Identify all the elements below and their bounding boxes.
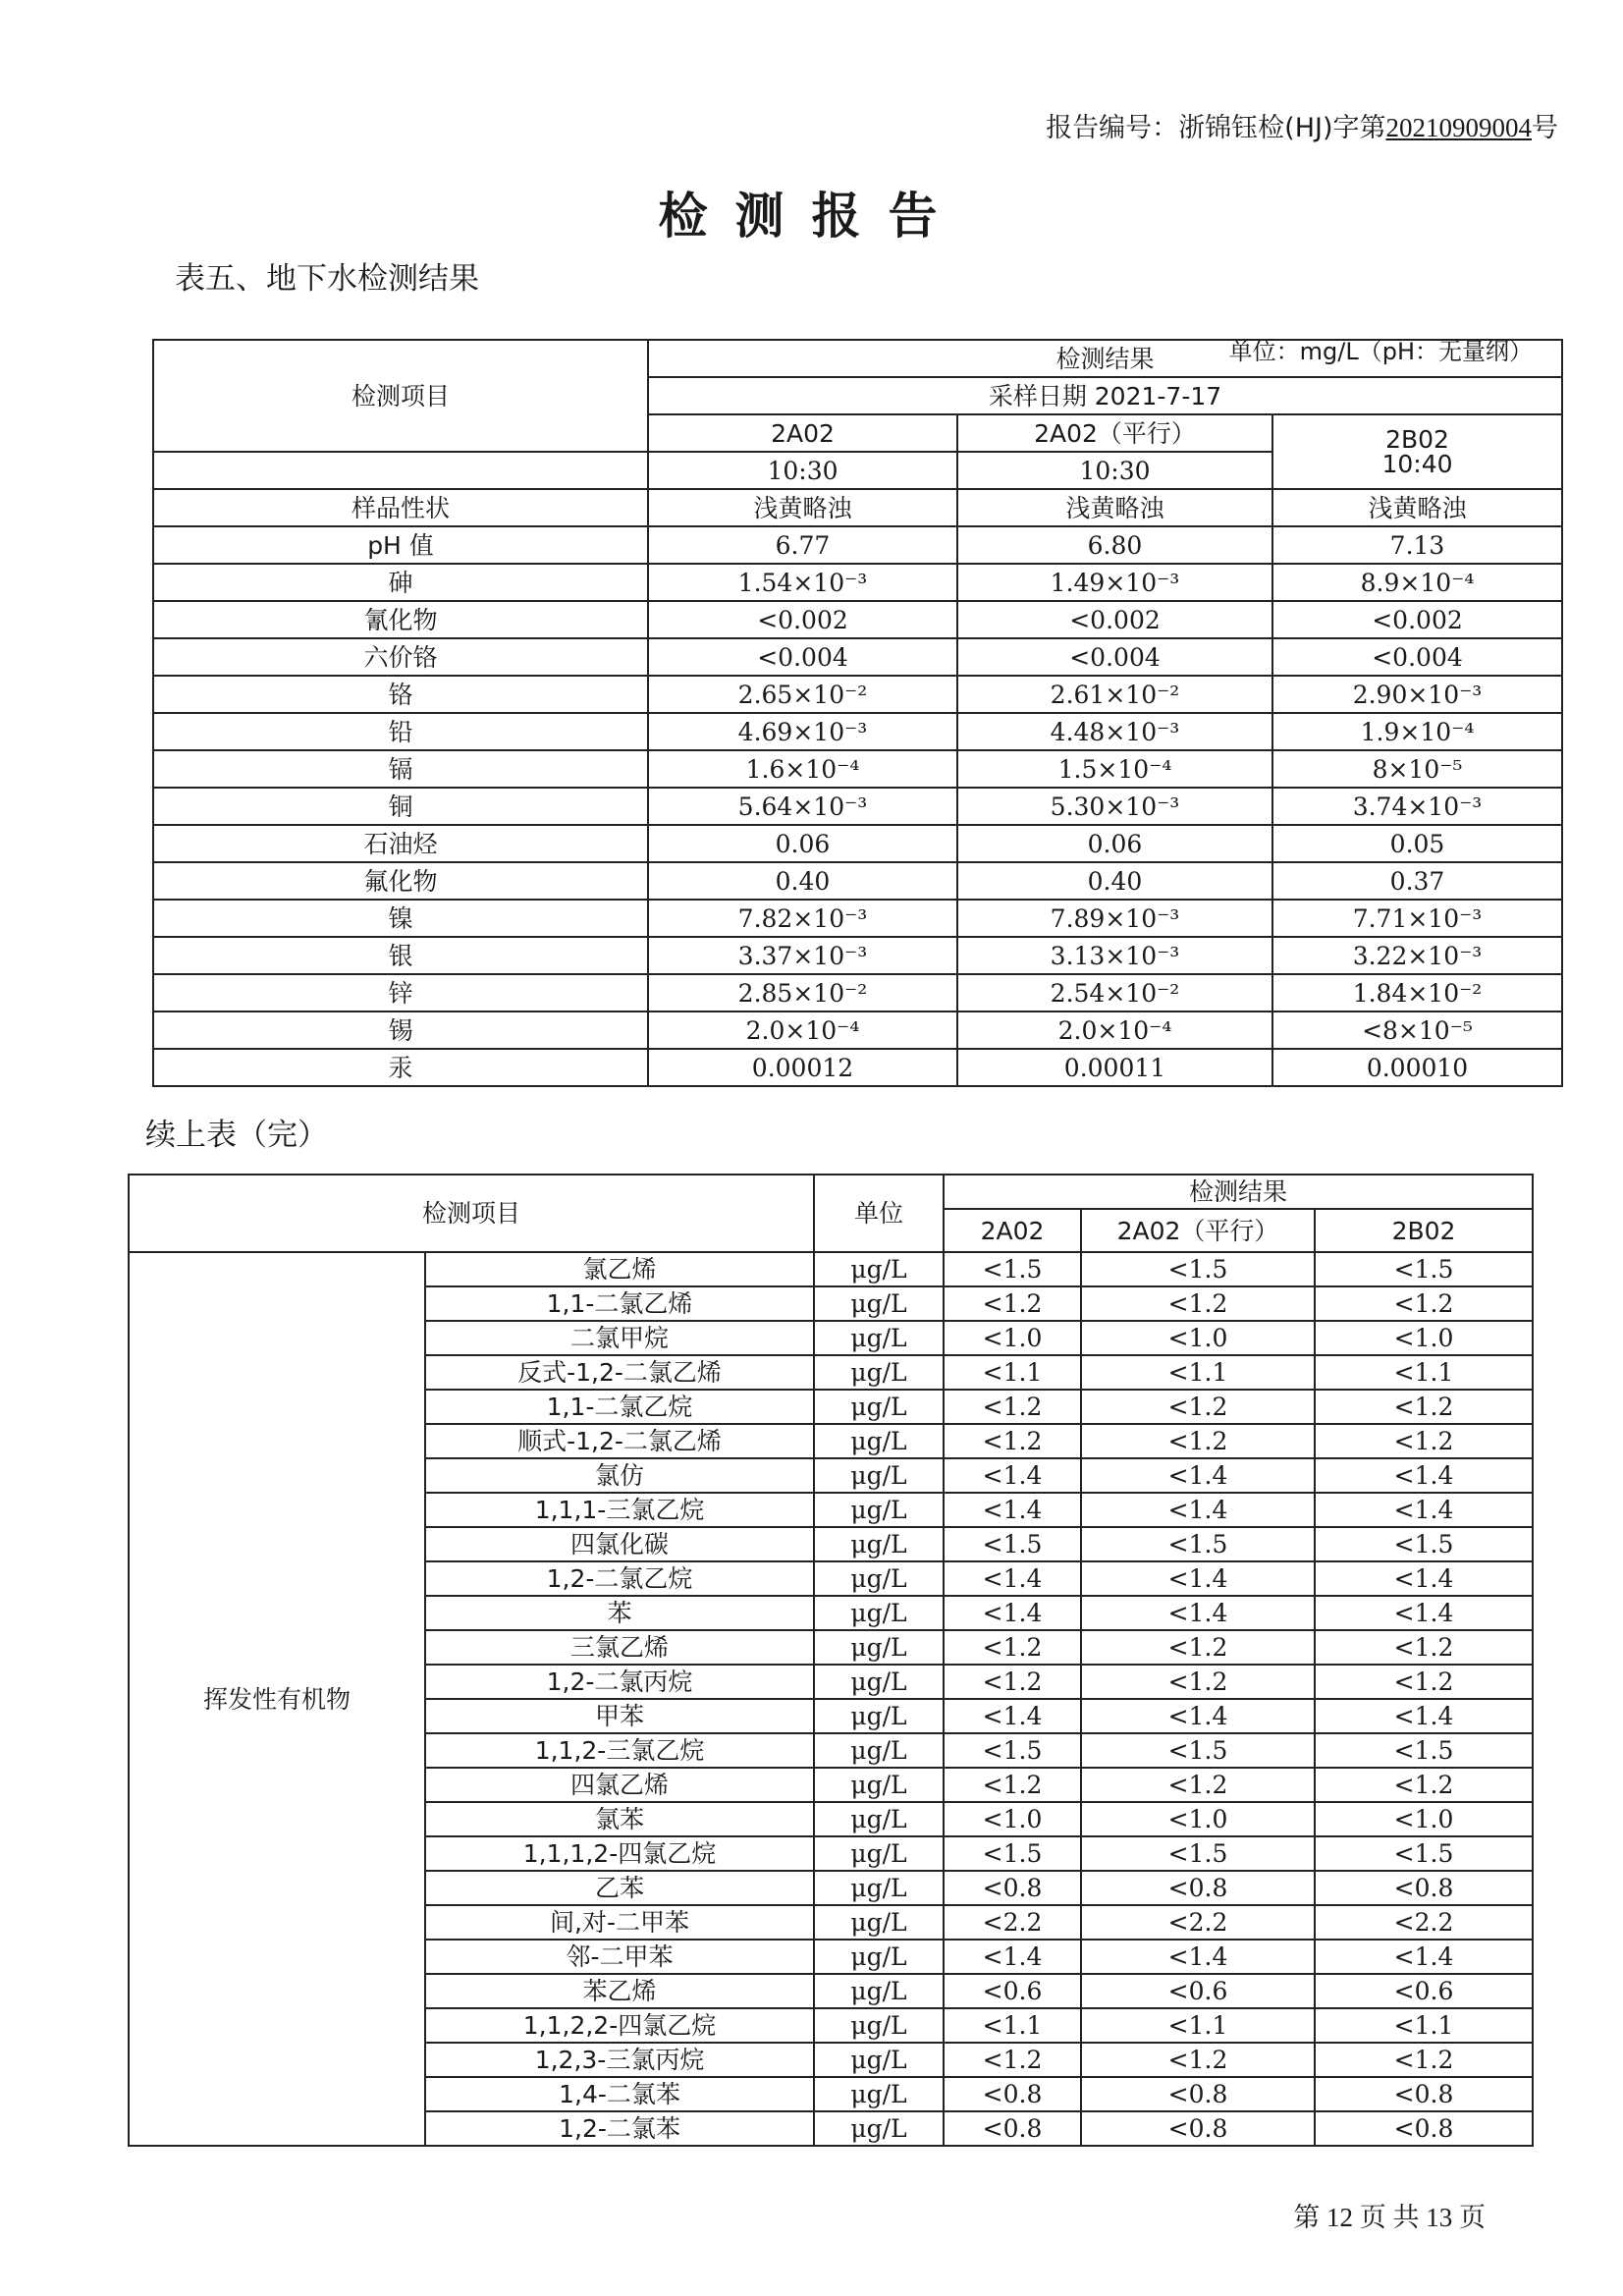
- voc-results-table: [128, 1174, 1534, 2147]
- result-cell: <1.4: [944, 1458, 1081, 1493]
- result-cell: <0.8: [1081, 2077, 1315, 2111]
- result-cell: <1.2: [1081, 1665, 1315, 1699]
- row-item: 氯仿: [425, 1458, 814, 1493]
- result-cell: <1.4: [1315, 1493, 1533, 1527]
- result-cell: <1.2: [944, 1768, 1081, 1802]
- result-cell: 0.40: [648, 862, 957, 900]
- result-cell: <0.004: [1272, 638, 1562, 676]
- unit-cell: μg/L: [814, 1940, 944, 1974]
- result-cell: 8.9×10⁻⁴: [1272, 564, 1562, 601]
- result-cell: 浅黄略浊: [957, 489, 1272, 526]
- row-item: 铜: [153, 788, 648, 825]
- result-cell: <1.0: [1081, 1321, 1315, 1355]
- result-cell: <1.5: [1315, 1733, 1533, 1768]
- result-cell: <1.1: [1081, 2008, 1315, 2043]
- result-cell: <1.2: [1315, 1768, 1533, 1802]
- result-cell: <1.2: [1315, 1390, 1533, 1424]
- row-item: 邻-二甲苯: [425, 1940, 814, 1974]
- report-number: [1046, 106, 1558, 144]
- report-number-label: 报告编号：浙锦钰检(HJ)字第: [1046, 113, 1386, 143]
- unit-cell: μg/L: [814, 1974, 944, 2008]
- row-item: 乙苯: [425, 1871, 814, 1905]
- table-row: [153, 638, 1562, 676]
- row-item: 1,1-二氯乙烷: [425, 1390, 814, 1424]
- result-cell: <1.0: [944, 1802, 1081, 1836]
- row-item: 氰化物: [153, 601, 648, 638]
- result-cell: 6.77: [648, 526, 957, 564]
- table-row: [153, 974, 1562, 1011]
- sample-time: 10:30: [957, 452, 1272, 489]
- result-cell: <1.1: [1315, 1355, 1533, 1390]
- row-item: 锡: [153, 1011, 648, 1049]
- result-cell: <2.2: [1315, 1905, 1533, 1940]
- row-item: 顺式-1,2-二氯乙烯: [425, 1424, 814, 1458]
- col-header-unit: 单位: [814, 1175, 944, 1252]
- unit-cell: μg/L: [814, 2008, 944, 2043]
- result-cell: 3.74×10⁻³: [1272, 788, 1562, 825]
- unit-cell: μg/L: [814, 1458, 944, 1493]
- table-row: [153, 750, 1562, 788]
- col-header-result: 检测结果: [648, 340, 1562, 377]
- result-cell: 3.37×10⁻³: [648, 937, 957, 974]
- result-cell: <1.2: [944, 1665, 1081, 1699]
- sample-id: 2A02: [944, 1209, 1081, 1252]
- result-cell: <0.8: [944, 2111, 1081, 2146]
- row-item: 1,4-二氯苯: [425, 2077, 814, 2111]
- unit-cell: μg/L: [814, 1802, 944, 1836]
- unit-cell: μg/L: [814, 1561, 944, 1596]
- result-cell: <1.2: [944, 1424, 1081, 1458]
- unit-cell: μg/L: [814, 1493, 944, 1527]
- result-cell: 5.30×10⁻³: [957, 788, 1272, 825]
- result-cell: <1.5: [944, 1527, 1081, 1561]
- result-cell: 7.82×10⁻³: [648, 900, 957, 937]
- result-cell: 1.84×10⁻²: [1272, 974, 1562, 1011]
- result-cell: 0.00011: [957, 1049, 1272, 1086]
- result-cell: <1.0: [1081, 1802, 1315, 1836]
- result-cell: <1.4: [1081, 1493, 1315, 1527]
- result-cell: 1.9×10⁻⁴: [1272, 713, 1562, 750]
- result-cell: <1.2: [1081, 1630, 1315, 1665]
- row-item: 1,1,1-三氯乙烷: [425, 1493, 814, 1527]
- row-item: 锌: [153, 974, 648, 1011]
- row-item: 1,2-二氯乙烷: [425, 1561, 814, 1596]
- sample-id: 2B02: [1315, 1209, 1533, 1252]
- row-item: 氟化物: [153, 862, 648, 900]
- result-cell: <1.0: [944, 1321, 1081, 1355]
- result-cell: <1.5: [1081, 1733, 1315, 1768]
- result-cell: <0.8: [1081, 2111, 1315, 2146]
- result-cell: <1.5: [944, 1836, 1081, 1871]
- unit-cell: μg/L: [814, 1355, 944, 1390]
- table-row: [153, 526, 1562, 564]
- result-cell: 0.00012: [648, 1049, 957, 1086]
- result-cell: 3.13×10⁻³: [957, 937, 1272, 974]
- result-cell: <1.2: [1081, 1768, 1315, 1802]
- result-cell: 浅黄略浊: [648, 489, 957, 526]
- unit-cell: μg/L: [814, 1630, 944, 1665]
- result-cell: <0.6: [1315, 1974, 1533, 2008]
- result-cell: 0.37: [1272, 862, 1562, 900]
- sample-time: 10:30: [648, 452, 957, 489]
- result-cell: <1.5: [1081, 1252, 1315, 1286]
- row-item: 六价铬: [153, 638, 648, 676]
- row-item: 氯苯: [425, 1802, 814, 1836]
- row-item: 1,1,2-三氯乙烷: [425, 1733, 814, 1768]
- result-cell: <1.2: [1315, 1286, 1533, 1321]
- group-label: 挥发性有机物: [129, 1252, 425, 2146]
- table-row: [153, 788, 1562, 825]
- result-cell: <1.1: [1081, 1355, 1315, 1390]
- col-header-result: 检测结果: [944, 1175, 1533, 1209]
- page-title: 检测报告: [658, 188, 965, 245]
- result-cell: <1.5: [1315, 1527, 1533, 1561]
- result-cell: 8×10⁻⁵: [1272, 750, 1562, 788]
- result-cell: 0.05: [1272, 825, 1562, 862]
- row-item: 镍: [153, 900, 648, 937]
- row-item: 样品性状: [153, 489, 648, 526]
- row-item: 1,1,2,2-四氯乙烷: [425, 2008, 814, 2043]
- result-cell: <1.1: [944, 1355, 1081, 1390]
- table-row: [153, 1049, 1562, 1086]
- table5b-heading: 续上表（完）: [145, 1118, 328, 1153]
- unit-note: 单位：mg/L（pH：无量纲）: [1228, 338, 1533, 365]
- result-cell: <1.4: [1081, 1596, 1315, 1630]
- result-cell: 2.0×10⁻⁴: [957, 1011, 1272, 1049]
- result-cell: 7.89×10⁻³: [957, 900, 1272, 937]
- result-cell: <1.2: [1315, 1424, 1533, 1458]
- result-cell: <1.4: [944, 1699, 1081, 1733]
- result-cell: <1.2: [944, 1286, 1081, 1321]
- result-cell: <1.4: [1081, 1699, 1315, 1733]
- unit-cell: μg/L: [814, 1321, 944, 1355]
- result-cell: <1.4: [1315, 1699, 1533, 1733]
- col-header-item: 检测项目: [129, 1175, 814, 1252]
- sample-id: 2A02: [648, 414, 957, 452]
- table-row: [153, 1011, 1562, 1049]
- unit-cell: μg/L: [814, 1699, 944, 1733]
- result-cell: <1.1: [944, 2008, 1081, 2043]
- unit-cell: μg/L: [814, 1768, 944, 1802]
- row-item: 反式-1,2-二氯乙烯: [425, 1355, 814, 1390]
- report-number-value: 20210909004: [1385, 113, 1532, 142]
- table-row: [153, 601, 1562, 638]
- row-item: 铬: [153, 676, 648, 713]
- sample-time: 10:40: [1381, 450, 1453, 478]
- result-cell: 0.40: [957, 862, 1272, 900]
- result-cell: <1.2: [944, 1390, 1081, 1424]
- row-item: pH 值: [153, 526, 648, 564]
- row-item: 苯乙烯: [425, 1974, 814, 2008]
- result-cell: 0.00010: [1272, 1049, 1562, 1086]
- result-cell: <0.002: [648, 601, 957, 638]
- unit-cell: μg/L: [814, 1905, 944, 1940]
- result-cell: <1.5: [1081, 1527, 1315, 1561]
- result-cell: 3.22×10⁻³: [1272, 937, 1562, 974]
- row-item: 三氯乙烯: [425, 1630, 814, 1665]
- result-cell: <2.2: [1081, 1905, 1315, 1940]
- result-cell: <2.2: [944, 1905, 1081, 1940]
- result-cell: <0.004: [957, 638, 1272, 676]
- result-cell: <1.5: [1315, 1836, 1533, 1871]
- sample-id: 2A02（平行）: [1081, 1209, 1315, 1252]
- row-item: 氯乙烯: [425, 1252, 814, 1286]
- unit-cell: μg/L: [814, 1390, 944, 1424]
- table-row: [153, 937, 1562, 974]
- result-cell: 7.71×10⁻³: [1272, 900, 1562, 937]
- result-cell: <0.8: [1315, 2077, 1533, 2111]
- result-cell: 浅黄略浊: [1272, 489, 1562, 526]
- result-cell: <1.4: [1081, 1940, 1315, 1974]
- result-cell: <0.8: [944, 1871, 1081, 1905]
- result-cell: 1.54×10⁻³: [648, 564, 957, 601]
- sample-date: 采样日期 2021-7-17: [648, 377, 1562, 414]
- row-item: 1,2,3-三氯丙烷: [425, 2043, 814, 2077]
- row-item: 银: [153, 937, 648, 974]
- result-cell: <1.4: [1315, 1458, 1533, 1493]
- result-cell: <1.4: [944, 1561, 1081, 1596]
- result-cell: <0.002: [1272, 601, 1562, 638]
- table-row: [153, 900, 1562, 937]
- row-item: 间,对-二甲苯: [425, 1905, 814, 1940]
- row-item: 1,1-二氯乙烯: [425, 1286, 814, 1321]
- result-cell: <0.004: [648, 638, 957, 676]
- unit-cell: μg/L: [814, 1836, 944, 1871]
- result-cell: <1.4: [944, 1493, 1081, 1527]
- result-cell: <1.2: [1081, 1390, 1315, 1424]
- result-cell: <1.5: [944, 1252, 1081, 1286]
- result-cell: <0.6: [944, 1974, 1081, 2008]
- row-item: 二氯甲烷: [425, 1321, 814, 1355]
- result-cell: <1.0: [1315, 1321, 1533, 1355]
- result-cell: 1.5×10⁻⁴: [957, 750, 1272, 788]
- result-cell: 0.06: [957, 825, 1272, 862]
- row-item: 甲苯: [425, 1699, 814, 1733]
- unit-cell: μg/L: [814, 1665, 944, 1699]
- sample-id: 2B02: [1385, 425, 1449, 454]
- result-cell: <1.2: [1315, 1665, 1533, 1699]
- result-cell: <1.4: [1315, 1596, 1533, 1630]
- result-cell: 0.06: [648, 825, 957, 862]
- col-header-item: 检测项目: [153, 340, 648, 452]
- result-cell: <0.6: [1081, 1974, 1315, 2008]
- row-item: 铅: [153, 713, 648, 750]
- result-cell: <1.1: [1315, 2008, 1533, 2043]
- sample-id-time: [1272, 414, 1562, 489]
- result-cell: <1.4: [1081, 1458, 1315, 1493]
- table-row: [153, 564, 1562, 601]
- row-item: 苯: [425, 1596, 814, 1630]
- result-cell: <0.8: [1315, 2111, 1533, 2146]
- result-cell: <1.2: [1081, 1424, 1315, 1458]
- row-item: 四氯乙烯: [425, 1768, 814, 1802]
- result-cell: <1.5: [1315, 1252, 1533, 1286]
- unit-cell: μg/L: [814, 2077, 944, 2111]
- table-row: [153, 713, 1562, 750]
- result-cell: <1.5: [1081, 1836, 1315, 1871]
- row-item: 砷: [153, 564, 648, 601]
- row-item: 1,2-二氯苯: [425, 2111, 814, 2146]
- result-cell: 2.90×10⁻³: [1272, 676, 1562, 713]
- result-cell: 2.65×10⁻²: [648, 676, 957, 713]
- row-item: 四氯化碳: [425, 1527, 814, 1561]
- result-cell: <1.2: [1315, 2043, 1533, 2077]
- result-cell: 4.69×10⁻³: [648, 713, 957, 750]
- result-cell: <1.5: [944, 1733, 1081, 1768]
- row-item: 1,2-二氯丙烷: [425, 1665, 814, 1699]
- table-row: [153, 676, 1562, 713]
- result-cell: 2.85×10⁻²: [648, 974, 957, 1011]
- result-cell: 2.54×10⁻²: [957, 974, 1272, 1011]
- result-cell: 7.13: [1272, 526, 1562, 564]
- unit-cell: μg/L: [814, 1286, 944, 1321]
- result-cell: 2.0×10⁻⁴: [648, 1011, 957, 1049]
- table-row: [129, 1252, 1533, 1286]
- groundwater-results-table: [152, 339, 1563, 1087]
- table-row: [153, 862, 1562, 900]
- unit-cell: μg/L: [814, 2111, 944, 2146]
- row-item: 石油烃: [153, 825, 648, 862]
- result-cell: <0.002: [957, 601, 1272, 638]
- result-cell: <1.2: [944, 2043, 1081, 2077]
- page-footer: 第 12 页 共 13 页: [1293, 2203, 1486, 2232]
- result-cell: <0.8: [1081, 1871, 1315, 1905]
- result-cell: 5.64×10⁻³: [648, 788, 957, 825]
- result-cell: <1.4: [1315, 1940, 1533, 1974]
- result-cell: <1.2: [944, 1630, 1081, 1665]
- unit-cell: μg/L: [814, 1252, 944, 1286]
- result-cell: <1.2: [1081, 1286, 1315, 1321]
- result-cell: 1.49×10⁻³: [957, 564, 1272, 601]
- result-cell: <1.2: [1315, 1630, 1533, 1665]
- table-row: [153, 489, 1562, 526]
- result-cell: <1.4: [1315, 1561, 1533, 1596]
- result-cell: <0.8: [1315, 1871, 1533, 1905]
- row-spacer: [153, 452, 648, 489]
- unit-cell: μg/L: [814, 1871, 944, 1905]
- result-cell: <1.4: [944, 1596, 1081, 1630]
- result-cell: 6.80: [957, 526, 1272, 564]
- result-cell: 2.61×10⁻²: [957, 676, 1272, 713]
- result-cell: <1.2: [1081, 2043, 1315, 2077]
- result-cell: <0.8: [944, 2077, 1081, 2111]
- result-cell: <1.4: [1081, 1561, 1315, 1596]
- result-cell: <8×10⁻⁵: [1272, 1011, 1562, 1049]
- result-cell: <1.4: [944, 1940, 1081, 1974]
- unit-cell: μg/L: [814, 1733, 944, 1768]
- table5-heading: 表五、地下水检测结果: [175, 261, 479, 297]
- table-row: [153, 825, 1562, 862]
- report-number-suffix: 号: [1532, 113, 1558, 143]
- row-item: 汞: [153, 1049, 648, 1086]
- unit-cell: μg/L: [814, 1424, 944, 1458]
- row-item: 1,1,1,2-四氯乙烷: [425, 1836, 814, 1871]
- result-cell: 4.48×10⁻³: [957, 713, 1272, 750]
- sample-id: 2A02（平行）: [957, 414, 1272, 452]
- result-cell: 1.6×10⁻⁴: [648, 750, 957, 788]
- unit-cell: μg/L: [814, 2043, 944, 2077]
- result-cell: <1.0: [1315, 1802, 1533, 1836]
- unit-cell: μg/L: [814, 1596, 944, 1630]
- row-item: 镉: [153, 750, 648, 788]
- unit-cell: μg/L: [814, 1527, 944, 1561]
